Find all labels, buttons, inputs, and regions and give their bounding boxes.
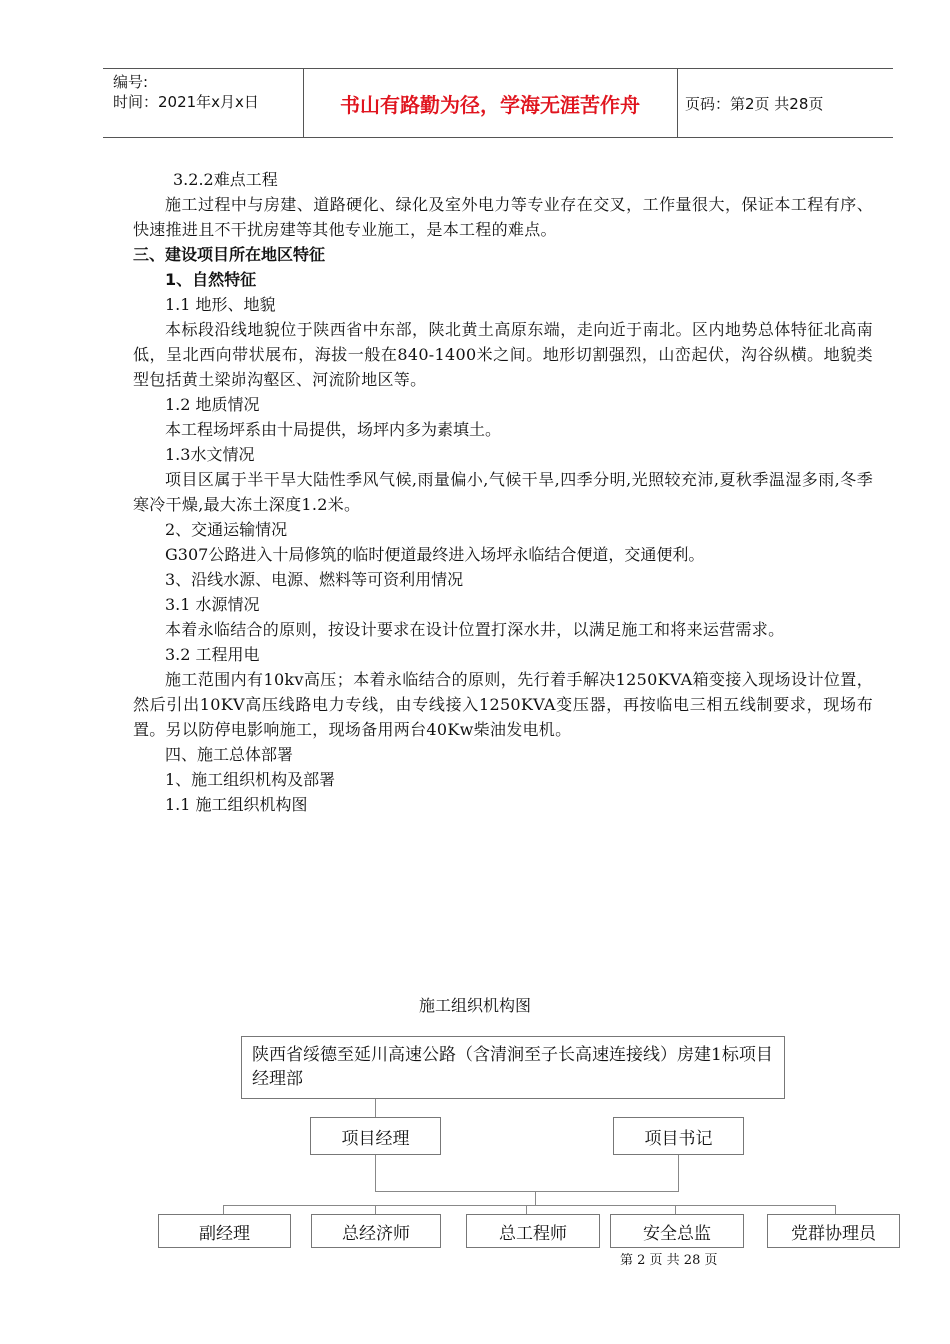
header-page-info: 页码：第2页 共28页 (685, 95, 824, 113)
number-label: 编号: (113, 73, 149, 91)
page-header (103, 68, 893, 138)
paragraph: 施工过程中与房建、道路硬化、绿化及室外电力等专业存在交叉，工作量很大，保证本工程有序、快速推进且不干扰房建等其他专业施工，是本工程的难点。 (133, 195, 873, 239)
page-footer: 第 2 页 共 28 页 (620, 1253, 718, 1268)
paragraph: 本着永临结合的原则，按设计要求在设计位置打深水井，以满足施工和将来运营需求。 (165, 620, 785, 639)
subheading: 3.2 工程用电 (165, 645, 260, 664)
paragraph: 项目区属于半干旱大陆性季风气候,雨量偏小,气候干旱,四季分明,光照较充沛,夏秋季温湿多雨,冬季寒冷干燥,最大冻土深度1.2米。 (133, 470, 873, 514)
org-top-box: 陕西省绥德至延川高速公路（含清涧至子长高速连接线）房建1标项目经理部 (241, 1036, 785, 1099)
connector (223, 1205, 836, 1206)
paragraph: 本标段沿线地貌位于陕西省中东部，陕北黄土高原东端，走向近于南北。区内地势总体特征北高南低，呈北西向带状展布，海拔一般在840-1400米之间。地形切割强烈，山峦起伏，沟谷纵横。地貌类型包括黄土梁峁沟壑区、河流阶地区等。 (133, 320, 873, 389)
section-heading: 1、自然特征 (165, 270, 257, 289)
connector (678, 1155, 679, 1192)
connector (375, 1099, 376, 1117)
header-motto: 书山有路勤为径，学海无涯苦作舟 (340, 93, 640, 117)
org-member-box: 党群协理员 (767, 1214, 900, 1248)
subheading: 2、交通运输情况 (165, 520, 288, 539)
org-member-box: 安全总监 (610, 1214, 744, 1248)
subheading: 1.2 地质情况 (165, 395, 260, 414)
paragraph: 本工程场坪系由十局提供，场坪内多为素填土。 (165, 420, 502, 439)
subheading: 3.2.2难点工程 (173, 170, 278, 189)
subheading: 1、施工组织机构及部署 (165, 770, 336, 789)
connector (375, 1155, 376, 1192)
header-meta (113, 72, 259, 112)
subheading: 3、沿线水源、电源、燃料等可资利用情况 (165, 570, 464, 589)
subheading: 3.1 水源情况 (165, 595, 260, 614)
connector (375, 1205, 376, 1214)
org-member-box: 总工程师 (466, 1214, 600, 1248)
org-manager-box: 项目经理 (310, 1117, 441, 1155)
header-divider (677, 69, 678, 137)
connector (675, 1205, 676, 1214)
subheading: 1.1 地形、地貌 (165, 295, 276, 314)
subheading: 四、施工总体部署 (165, 745, 294, 764)
org-member-box: 副经理 (158, 1214, 291, 1248)
section-heading: 三、建设项目所在地区特征 (133, 245, 326, 264)
org-member-box: 总经济师 (311, 1214, 441, 1248)
document-body (133, 167, 873, 817)
subheading: 1.1 施工组织机构图 (165, 795, 308, 814)
paragraph: G307公路进入十局修筑的临时便道最终进入场坪永临结合便道，交通便利。 (165, 545, 705, 564)
connector (375, 1191, 679, 1192)
paragraph: 施工范围内有10kv高压；本着永临结合的原则，先行着手解决1250KVA箱变接入现场设计位置，然后引出10KV高压线路电力专线，由专线接入1250KVA变压器，再按临电三相五线制要求，现场布置。另以防停电影响施工，现场备用两台40Kw柴油发电机。 (133, 670, 873, 739)
connector (835, 1205, 836, 1214)
time-label: 时间：2021年x月x日 (113, 93, 259, 111)
subheading: 1.3水文情况 (165, 445, 255, 464)
org-secretary-box: 项目书记 (613, 1117, 744, 1155)
connector (535, 1191, 536, 1206)
connector (526, 1205, 527, 1214)
org-chart-title: 施工组织机构图 (418, 996, 531, 1015)
connector (223, 1205, 224, 1214)
